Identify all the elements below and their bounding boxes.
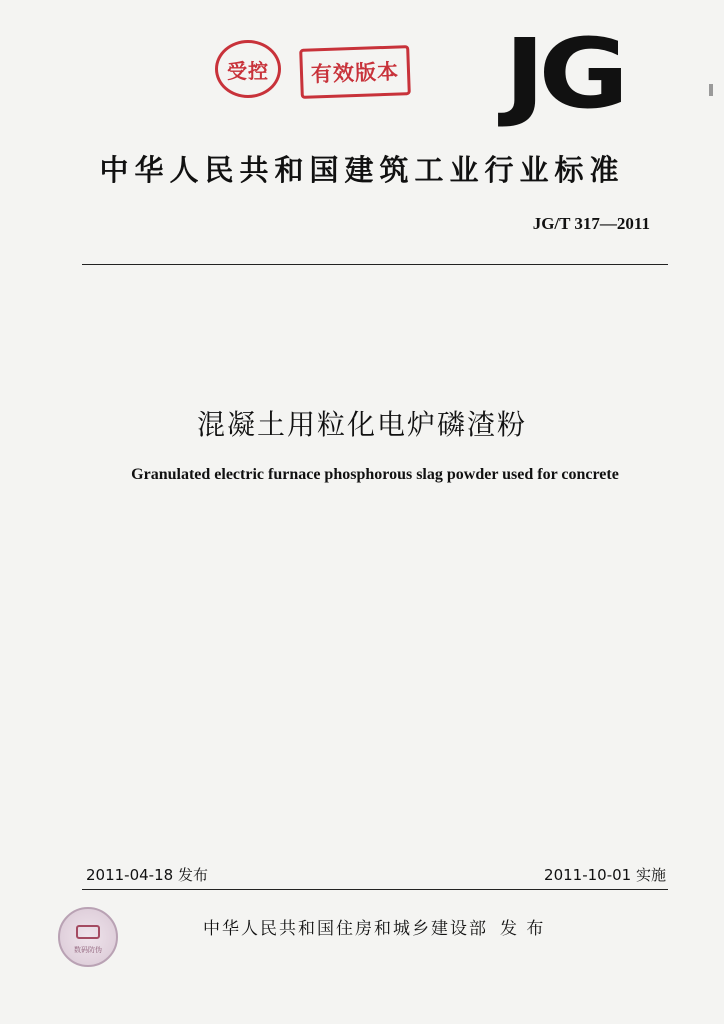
anti-counterfeit-seal (58, 907, 118, 967)
publisher-name: 中华人民共和国住房和城乡建设部 (203, 919, 488, 939)
issue-date: 2011-04-18 发布 (86, 866, 208, 884)
standard-type-heading: 中华人民共和国建筑工业行业标准 (99, 153, 625, 187)
controlled-stamp-text: 受控 (227, 58, 269, 83)
document-title-en: Granulated electric furnace phosphorous slag powder used for concrete (131, 466, 619, 483)
publisher-action: 发 布 (500, 919, 546, 939)
publisher-line (203, 914, 545, 939)
standard-code-text: JG/T 317—2011 (532, 214, 650, 233)
document-title-cn: 混凝土用粒化电炉磷渣粉 (196, 408, 527, 441)
jg-logo (492, 18, 634, 130)
seal-label: 数码防伪 (74, 946, 102, 954)
implementation-date: 2011-10-01 实施 (544, 866, 666, 884)
bottom-divider (82, 889, 668, 890)
scan-artifact (709, 84, 713, 96)
valid-version-stamp (299, 45, 411, 99)
jg-logo-text: JG (504, 18, 622, 130)
seal-emblem-icon (76, 925, 100, 939)
standard-code (533, 214, 650, 234)
valid-version-stamp-text: 有效版本 (310, 58, 400, 87)
controlled-stamp (215, 40, 281, 98)
top-divider (82, 264, 668, 265)
